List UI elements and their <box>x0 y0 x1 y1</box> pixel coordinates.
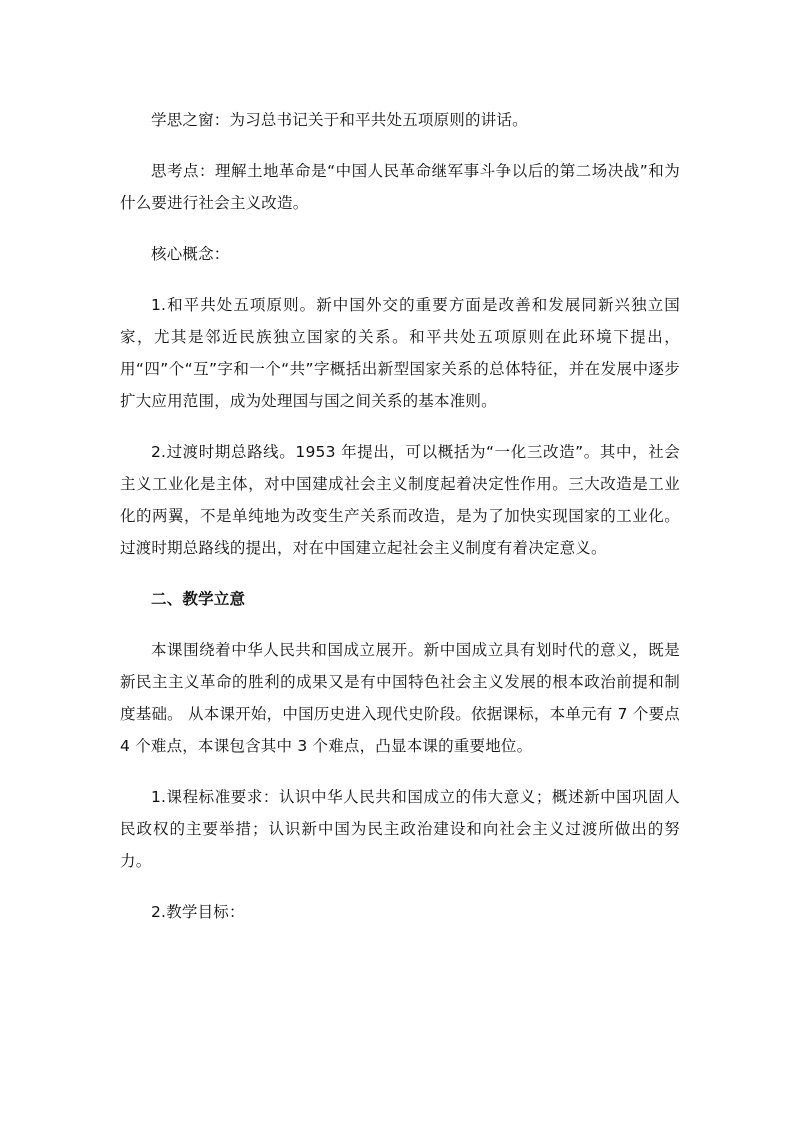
section-heading-teaching-intent: 二、教学立意 <box>151 590 246 608</box>
paragraph-curriculum-standards: 1.课程标准要求：认识中华人民共和国成立的伟大意义；概述新中国巩固人民政权的主要举措；认识新中国为民主政治建设和向社会主义过渡所做出的努力。 <box>120 788 680 870</box>
paragraph-thinking-point: 思考点：理解土地革命是“中国人民革命继军事斗争以后的第二场决战”和为什么要进行社会主义改造。 <box>120 162 680 212</box>
paragraph-xuesi-window: 学思之窗：为习总书记关于和平共处五项原则的讲话。 <box>151 111 528 129</box>
paragraph-peaceful-coexistence: 1.和平共处五项原则。新中国外交的重要方面是改善和发展同新兴独立国家，尤其是邻近民族独立国家的关系。和平共处五项原则在此环境下提出，用“四”个“互”字和一个“共”字概括出新型国家关系的总体特征，并在发展中逐步扩大应用范围，成为处理国与国之间关系的基本准则。 <box>120 296 680 410</box>
paragraph-general-line: 2.过渡时期总路线。1953 年提出，可以概括为“一化三改造”。其中，社会主义工业化是主体，对中国建成社会主义制度起着决定性作用。三大改造是工业化的两翼，不是单纯地为改变生产关系而改造，是为了加快实现国家的工业化。过渡时期总路线的提出，对在中国建立起社会主义制度有着决定意义。 <box>120 443 680 557</box>
paragraph-core-concepts-label: 核心概念： <box>151 245 230 263</box>
paragraph-lesson-overview: 本课围绕着中华人民共和国成立展开。新中国成立具有划时代的意义，既是新民主主义革命的胜利的成果又是有中国特色社会主义发展的根本政治前提和制度基础。 从本课开始，中国历史进入现代史阶段。依据课标，本单元有 7 个要点 4 个难点，本课包含其中 3 个难点，凸显本课的重要地位。 <box>120 641 680 755</box>
paragraph-teaching-goals: 2.教学目标： <box>151 903 245 921</box>
document-body <box>120 104 680 947</box>
